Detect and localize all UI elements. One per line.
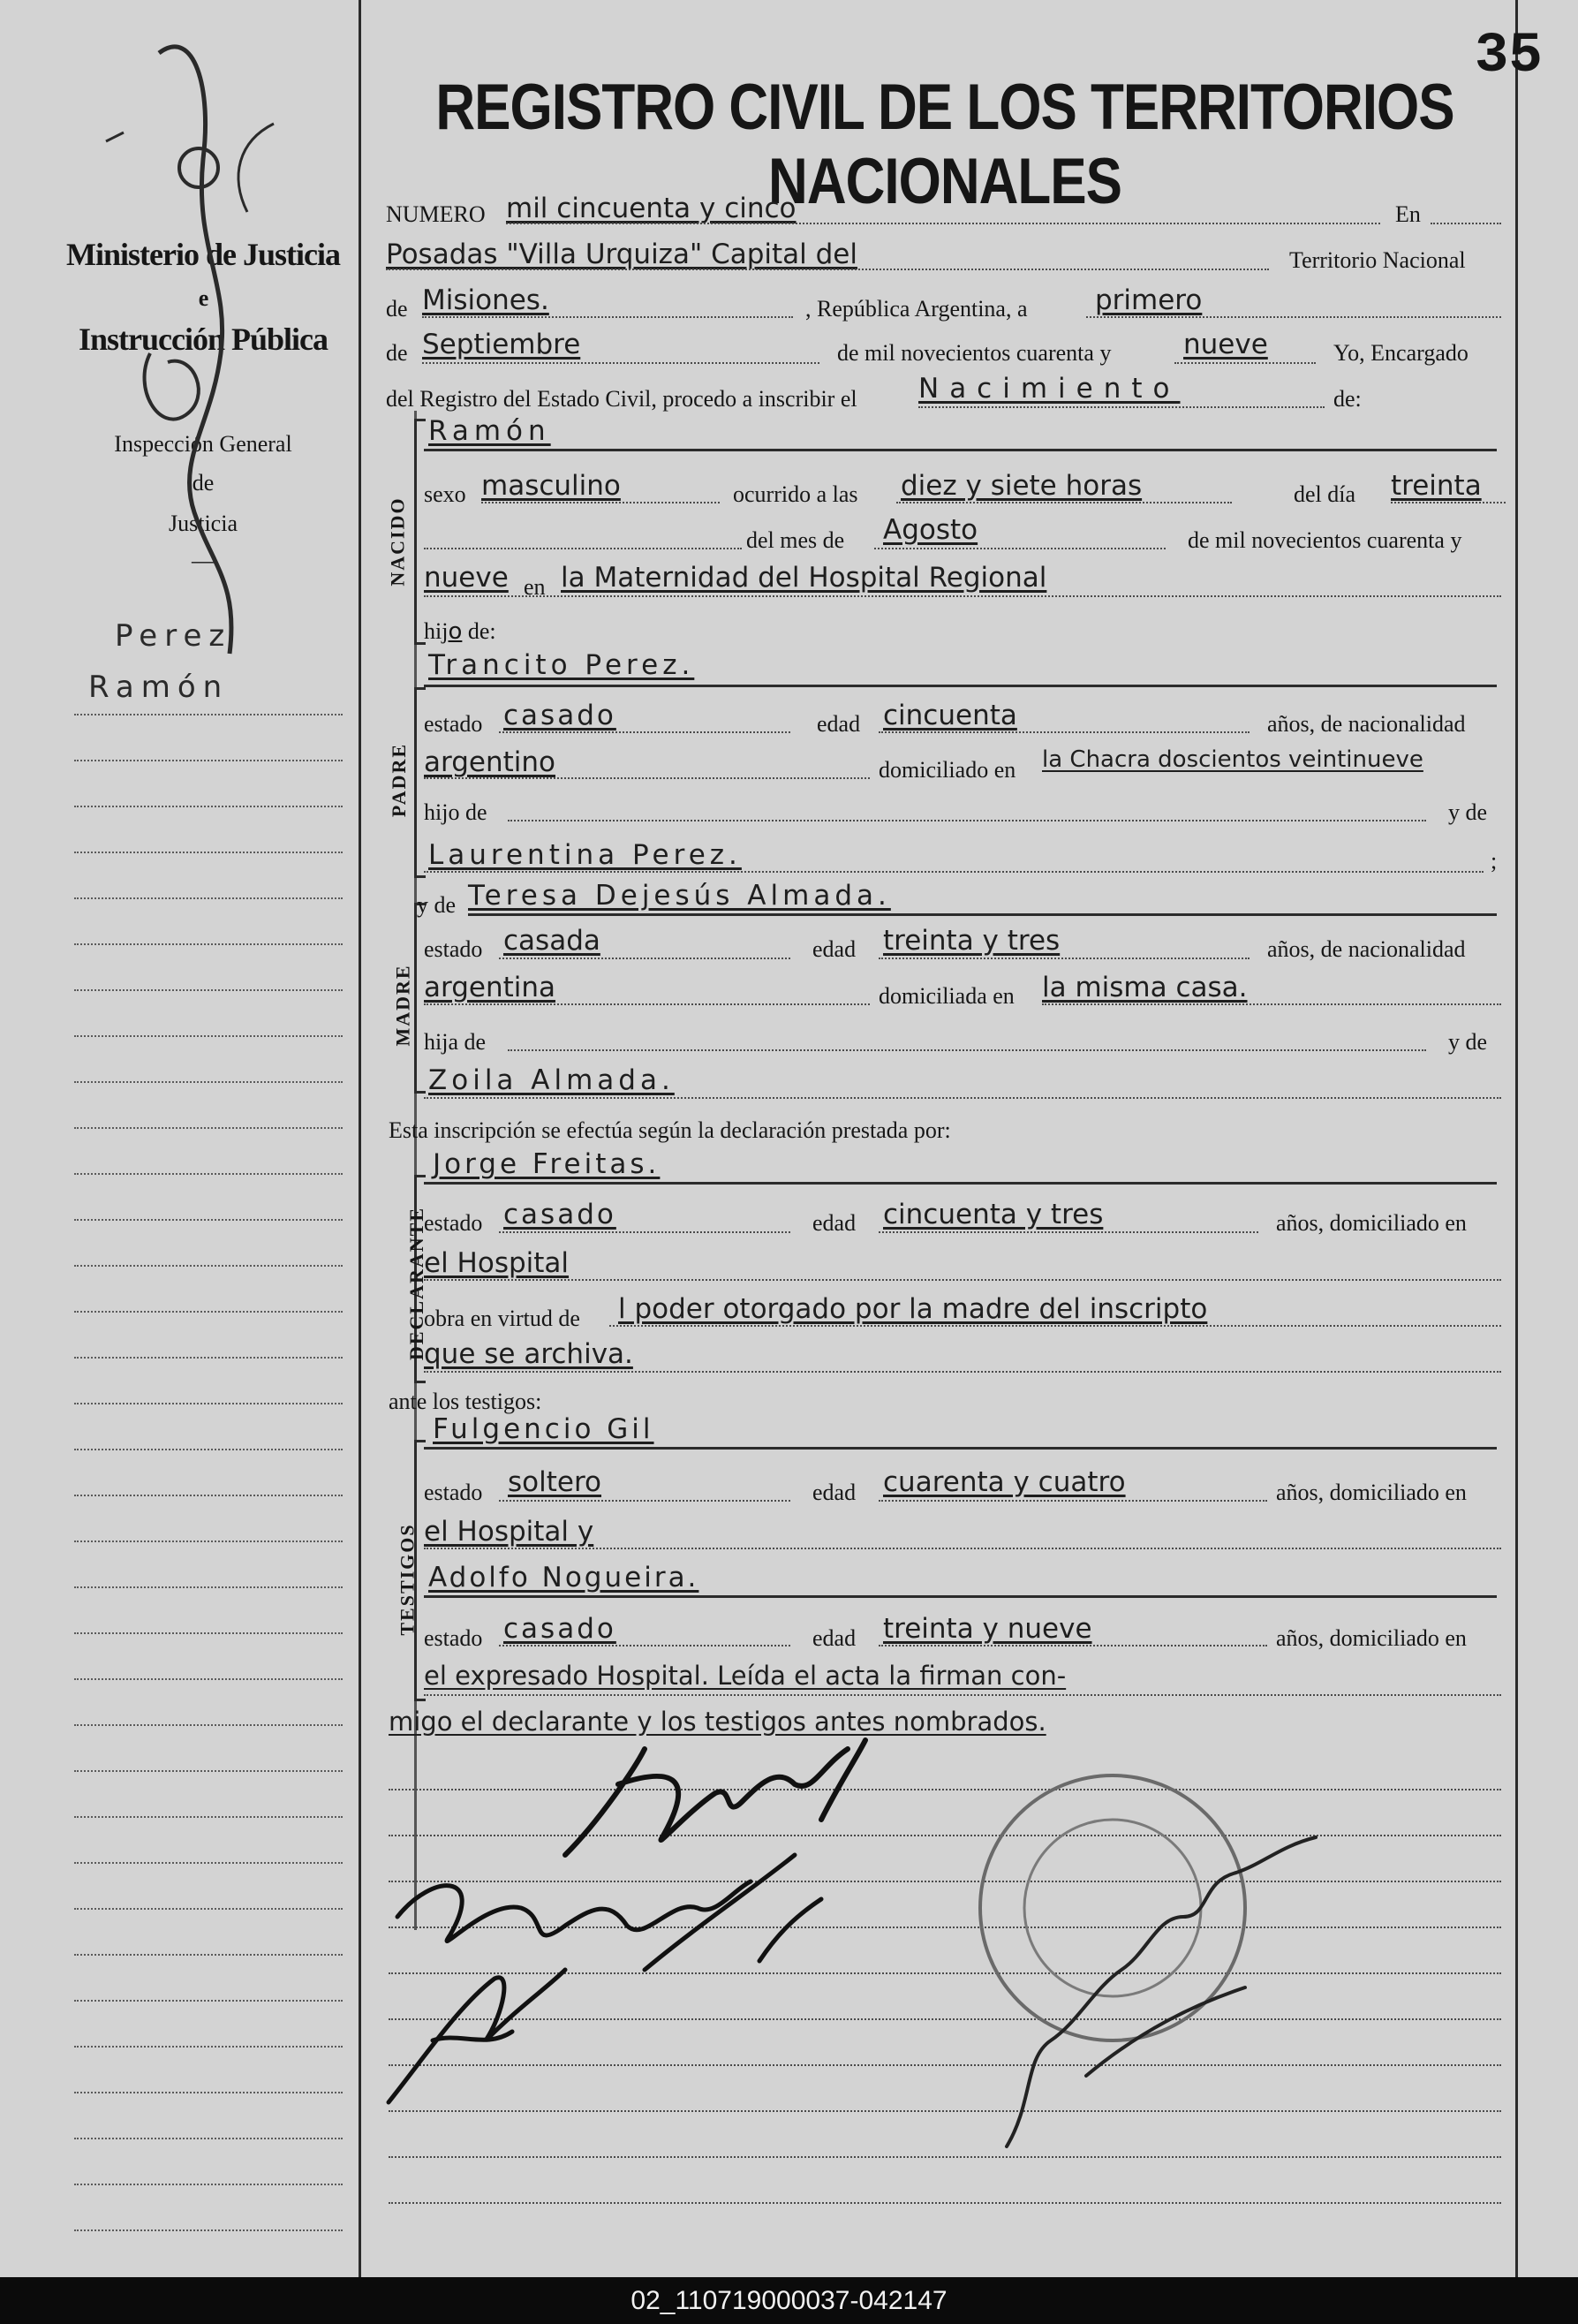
- testigo2-estado-label: estado: [424, 1625, 483, 1651]
- madre-mother-fill: [424, 1097, 1501, 1099]
- padre-hijo-de-label: hijo de: [424, 799, 487, 825]
- declarante-obra-value: l poder otorgado por la madre del inscripto: [618, 1293, 1208, 1325]
- margin-ruled-line: [74, 1265, 343, 1267]
- declarante-estado-label: estado: [424, 1210, 483, 1236]
- padre-name-value: Trancito Perez.: [428, 649, 695, 681]
- testigo2-edad-fill: [879, 1645, 1267, 1646]
- nacido-name-line: [424, 449, 1497, 451]
- margin-ruled-line: [74, 1954, 343, 1956]
- margin-ruled-line: [74, 1816, 343, 1818]
- madre-mother-value: Zoila Almada.: [428, 1064, 675, 1096]
- testigo2-estado-fill: [499, 1645, 790, 1646]
- territory-value: Misiones.: [422, 284, 549, 316]
- page-number: 35: [1475, 25, 1543, 88]
- nacido-hijo-label: [424, 618, 496, 645]
- madre-y-de2-label: y de: [1448, 1029, 1488, 1055]
- margin-ruled-line: [74, 1357, 343, 1359]
- padre-mother-value: Laurentina Perez.: [428, 839, 742, 871]
- numero-fill: [506, 223, 1380, 224]
- padre-edad-value: cincuenta: [883, 700, 1017, 731]
- nacido-mes-label: del mes de: [746, 527, 845, 553]
- de2-label: de: [386, 340, 408, 366]
- nacido-dia-label: del día: [1294, 481, 1356, 507]
- nacido-month-value: Agosto: [883, 514, 978, 546]
- madre-estado-fill: [499, 958, 790, 959]
- madre-name-value: Teresa Dejesús Almada.: [468, 880, 891, 912]
- madre-hija-de-label: hija de: [424, 1029, 487, 1055]
- ministry-line1: Ministerio de Justicia: [66, 237, 340, 272]
- en-fill: [1431, 223, 1501, 224]
- testigos-section-label: TESTIGOS: [396, 1523, 419, 1636]
- territorio-label: Territorio Nacional: [1289, 247, 1466, 273]
- year-fill: [1174, 362, 1316, 364]
- declarante-edad-fill: [879, 1231, 1258, 1233]
- signature-ruled-line: [389, 2202, 1501, 2204]
- padre-section-label: PADRE: [388, 742, 411, 818]
- testigo1-edad-value: cuarenta y cuatro: [883, 1466, 1126, 1498]
- madre-edad-fill: [879, 958, 1250, 959]
- madre-domicilio-value: la misma casa.: [1042, 972, 1248, 1003]
- declarante-obra-fill: [609, 1325, 1501, 1327]
- margin-ruled-line: [74, 2138, 343, 2139]
- ministry-line3: Instrucción Pública: [78, 322, 328, 357]
- image-id-footer: 02_110719000037-042147: [0, 2277, 1578, 2324]
- madre-nationality-value: argentina: [424, 972, 556, 1003]
- margin-ruled-line: [74, 1495, 343, 1496]
- padre-nationality-value: argentino: [424, 746, 555, 778]
- margin-ruled-line: [74, 2184, 343, 2185]
- declarante-section-label: DECLARANTE: [405, 1206, 428, 1361]
- ministry-line2: e: [198, 285, 208, 311]
- place-value: Posadas "Villa Urquiza" Capital del: [386, 238, 857, 270]
- nacido-hour-value: diez y siete horas: [901, 470, 1143, 502]
- hour-fill: [896, 502, 1232, 503]
- margin-ruled-line: [74, 1862, 343, 1864]
- nacido-day-value: treinta: [1391, 470, 1482, 502]
- margin-ruled-line: [74, 1770, 343, 1772]
- testigo2-name: Adolfo Nogueira.: [428, 1562, 699, 1593]
- numero-label: NUMERO: [386, 201, 486, 227]
- yo-label: Yo, Encargado: [1333, 340, 1469, 366]
- declarante-domicilio-value: el Hospital: [424, 1247, 570, 1279]
- madre-domicilio-fill: [1042, 1003, 1501, 1005]
- left-margin-rule: [359, 0, 361, 2277]
- officer-signature: [980, 1811, 1369, 2164]
- madre-edad-label: edad: [812, 936, 857, 962]
- margin-ruled-line: [74, 1908, 343, 1910]
- margin-ruled-line: [74, 943, 343, 945]
- margin-ruled-line: [74, 852, 343, 853]
- testigo2-domicilio-value: el expresado Hospital. Leída el acta la firman con-: [424, 1661, 1067, 1691]
- padre-estado-fill: [499, 731, 790, 733]
- margin-ruled-line: [74, 1173, 343, 1175]
- inspection-line1: Inspección General: [114, 431, 292, 457]
- day-value: primero: [1095, 284, 1203, 316]
- nacido-day-fill: [1391, 502, 1506, 503]
- testigo1-edad-label: edad: [812, 1480, 857, 1505]
- registro-label: del Registro del Estado Civil, procedo a inscribir el: [386, 386, 857, 412]
- nacido-sexo-label: sexo: [424, 481, 466, 507]
- madre-estado-value: casada: [503, 925, 600, 957]
- declarante-domicilio-fill: [424, 1279, 1501, 1281]
- padre-y-de-label: y de: [1448, 799, 1488, 825]
- inspection-line3: Justicia: [169, 511, 238, 536]
- declarante-name-value: Jorge Freitas.: [433, 1148, 661, 1180]
- margin-ruled-line: [74, 1127, 343, 1129]
- witness2-signature: [380, 1952, 609, 2111]
- testigo2-name-line: [424, 1595, 1497, 1598]
- margin-ruled-line: [74, 1724, 343, 1726]
- declarante-estado-value: casado: [503, 1199, 616, 1230]
- testigo2-anos-label: años, domiciliado en: [1276, 1625, 1467, 1651]
- testigo1-estado-label: estado: [424, 1480, 483, 1505]
- year-label: de mil novecientos cuarenta y: [837, 340, 1112, 366]
- madre-domicilio-label: domiciliada en: [879, 983, 1015, 1009]
- margin-ruled-line: [74, 1678, 343, 1680]
- inspection-dash: —: [192, 548, 215, 573]
- declarante-obra-label: obra en virtud de: [424, 1306, 580, 1331]
- madre-edad-value: treinta y tres: [883, 925, 1061, 957]
- testigo1-name-line: [424, 1447, 1497, 1450]
- nacido-section-label: NACIDO: [386, 496, 409, 587]
- margin-ruled-line: [74, 714, 343, 715]
- padre-estado-label: estado: [424, 711, 483, 737]
- margin-ruled-line: [74, 2092, 343, 2093]
- padre-mother-fill: [424, 871, 1484, 873]
- act-fill: [918, 406, 1325, 408]
- madre-section-label: MADRE: [391, 964, 414, 1047]
- padre-nationality-fill: [424, 777, 870, 779]
- testigo2-estado-value: casado: [503, 1613, 616, 1645]
- numero-value: mil cincuenta y cinco: [506, 193, 797, 224]
- padre-anos-label: años, de nacionalidad: [1267, 711, 1466, 737]
- padre-estado-value: casado: [503, 700, 616, 731]
- margin-ruled-line: [74, 989, 343, 991]
- margin-ruled-line: [74, 2229, 343, 2231]
- declarante-estado-fill: [499, 1231, 790, 1233]
- margin-ruled-line: [74, 1403, 343, 1404]
- year-value: nueve: [1183, 329, 1268, 360]
- margin-ruled-line: [74, 2046, 343, 2048]
- padre-hijo-de-fill: [508, 820, 1426, 821]
- testigo1-anos-label: años, domiciliado en: [1276, 1480, 1467, 1505]
- margin-surname: Perez: [115, 618, 232, 654]
- nacido-bracket: [414, 419, 426, 645]
- declarante-edad-label: edad: [812, 1210, 857, 1236]
- nacido-place-fill: [424, 595, 1501, 597]
- testigo2-domicilio-fill: [424, 1694, 1501, 1696]
- declarante-anos-label: años, domiciliado en: [1276, 1210, 1467, 1236]
- testigo1-estado-fill: [499, 1500, 790, 1502]
- margin-ruled-line: [74, 1541, 343, 1542]
- margin-vertical-signature: [97, 18, 274, 707]
- de3-label: de:: [1333, 386, 1362, 412]
- testigo1-estado-value: soltero: [508, 1466, 601, 1498]
- nacido-name-value: Ramón: [428, 415, 551, 447]
- testigos-label: ante los testigos:: [389, 1389, 542, 1414]
- margin-ruled-line: [74, 1311, 343, 1313]
- declarante-obra-value2: que se archiva.: [424, 1338, 633, 1370]
- margin-ruled-line: [74, 2000, 343, 2002]
- territory-fill: [422, 316, 793, 318]
- act-value: Nacimiento: [918, 373, 1181, 405]
- madre-estado-label: estado: [424, 936, 483, 962]
- testigo1-edad-fill: [879, 1500, 1267, 1502]
- margin-ruled-line: [74, 806, 343, 807]
- padre-name-line: [424, 685, 1497, 687]
- declarante-edad-value: cincuenta y tres: [883, 1199, 1104, 1230]
- sexo-fill: [481, 502, 720, 503]
- padre-domicilio-value: la Chacra doscientos veintinueve: [1042, 746, 1423, 773]
- testigo1-name: Fulgencio Gil: [433, 1413, 654, 1445]
- republica-label: , República Argentina, a: [805, 296, 1028, 322]
- nacido-year-value: nueve: [424, 562, 509, 594]
- nacido-sexo-value: masculino: [481, 470, 621, 502]
- madre-hija-de-fill: [508, 1049, 1426, 1051]
- right-margin-rule: [1515, 0, 1518, 2277]
- hijo-de: de:: [467, 618, 496, 644]
- place-fill: [386, 269, 1269, 270]
- hijo-suffix: o: [448, 618, 463, 645]
- margin-ruled-line: [74, 1219, 343, 1221]
- closing-value: migo el declarante y los testigos antes nombrados.: [389, 1707, 1046, 1737]
- testigo1-domicilio-value: el Hospital y: [424, 1516, 594, 1548]
- margin-ruled-line: [74, 760, 343, 761]
- padre-edad-label: edad: [817, 711, 861, 737]
- testigo2-edad-value: treinta y nueve: [883, 1613, 1092, 1645]
- margin-given-name: Ramón: [88, 670, 230, 705]
- month-value: Septiembre: [422, 329, 581, 360]
- nacido-month-fill: [874, 548, 1166, 549]
- margin-ruled-line: [74, 1035, 343, 1037]
- page-title: REGISTRO CIVIL DE LOS TERRITORIOS NACIONALES: [435, 72, 1454, 218]
- declarante-obra-fill2: [424, 1371, 1501, 1373]
- de-label: de: [386, 296, 408, 322]
- padre-domicilio-label: domiciliado en: [879, 757, 1016, 783]
- madre-nationality-fill: [424, 1003, 870, 1005]
- hijo-prefix: hij: [424, 618, 449, 644]
- month-fill: [422, 362, 819, 364]
- margin-ruled-line: [74, 1586, 343, 1588]
- nacido-place-value: la Maternidad del Hospital Regional: [561, 562, 1047, 594]
- margin-ruled-line: [74, 897, 343, 899]
- padre-edad-fill: [879, 731, 1250, 733]
- nacido-year-label: de mil novecientos cuarenta y: [1188, 527, 1462, 553]
- day-fill: [1086, 316, 1501, 318]
- margin-ruled-line: [74, 1632, 343, 1634]
- madre-name-line: [468, 913, 1497, 916]
- madre-y-de-label: y de: [417, 892, 457, 918]
- testigo2-edad-label: edad: [812, 1625, 857, 1651]
- declaracion-label: Esta inscripción se efectúa según la declaración prestada por:: [389, 1117, 951, 1143]
- nacido-en-label: en: [524, 574, 546, 600]
- declarante-name-line: [424, 1182, 1497, 1185]
- testigo1-domicilio-fill: [424, 1548, 1501, 1549]
- inspection-line2: de: [192, 470, 215, 496]
- mes-fill-lead: [424, 548, 742, 549]
- nacido-ocurrido-label: ocurrido a las: [733, 481, 858, 507]
- en-label: En: [1395, 201, 1421, 227]
- madre-anos-label: años, de nacionalidad: [1267, 936, 1466, 962]
- margin-ruled-line: [74, 1449, 343, 1450]
- padre-semicolon: ;: [1491, 848, 1498, 874]
- margin-ruled-line: [74, 1081, 343, 1083]
